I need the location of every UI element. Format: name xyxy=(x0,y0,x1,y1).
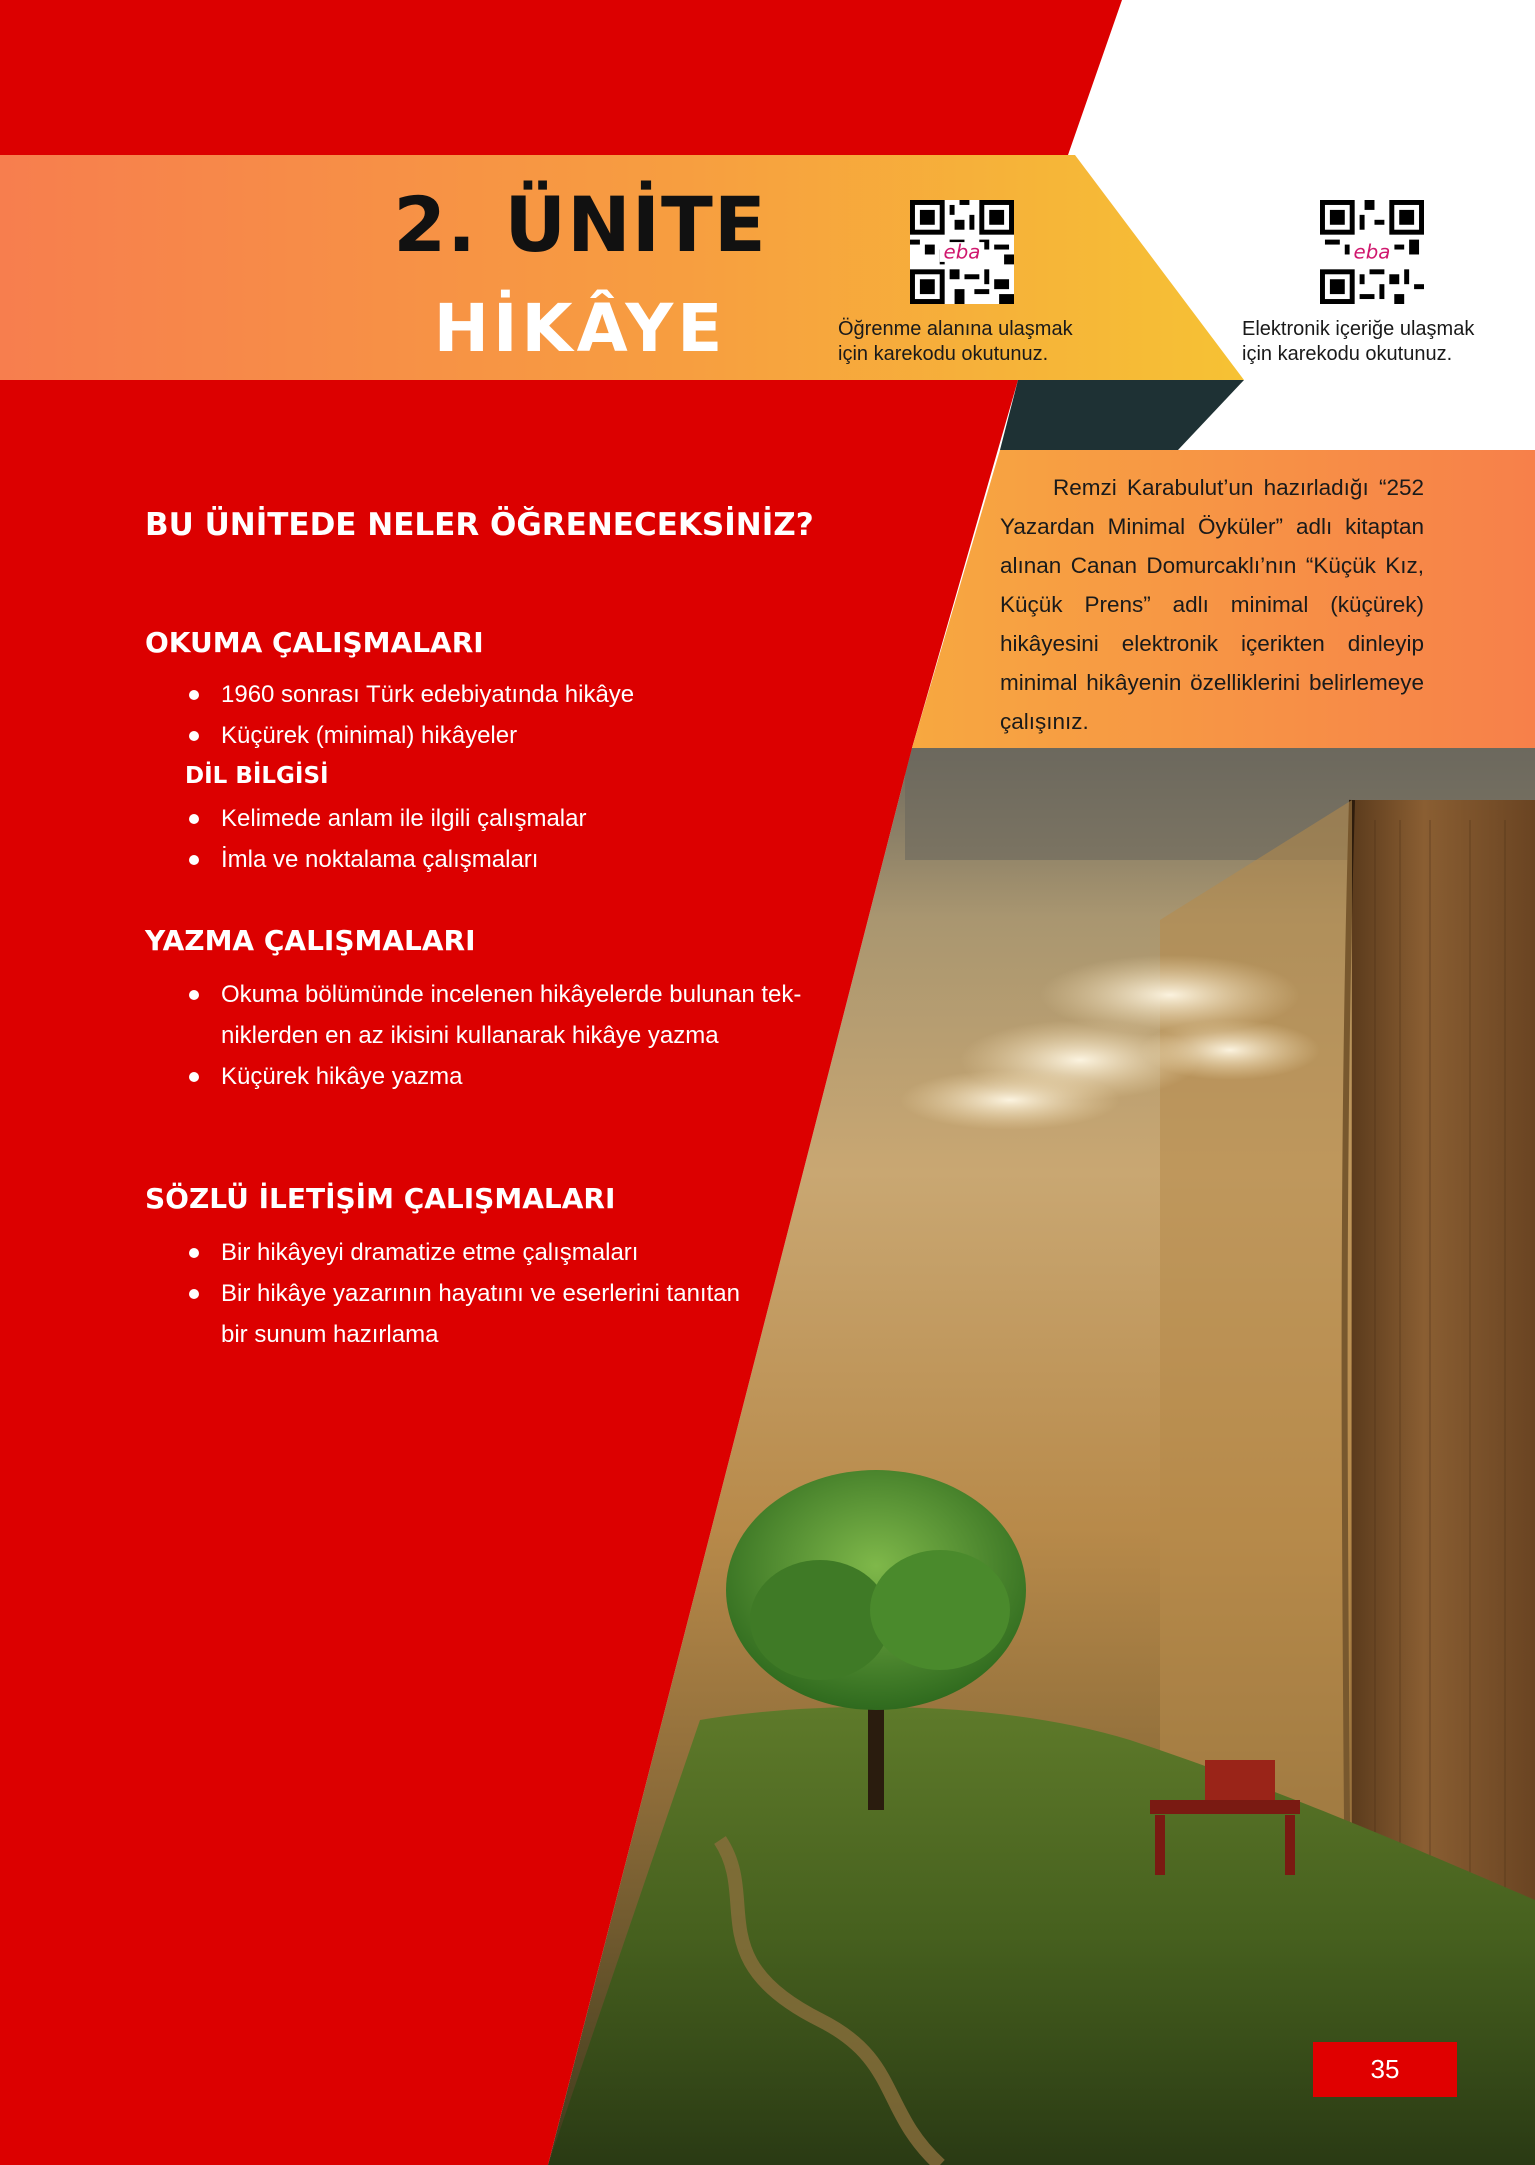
reading-list xyxy=(185,674,634,756)
list-item-text: İmla ve noktalama çalışmaları xyxy=(221,846,539,873)
list-item xyxy=(185,715,634,756)
list-item-text-line1: Bir hikâye yazarının hayatını ve eserlerini tanıtan xyxy=(221,1280,740,1307)
qr-left-caption-line1: Öğrenme alanına ulaşmak xyxy=(838,318,1073,340)
list-item-text-line2: niklerden en az ikisini kullanarak hikâye yazma xyxy=(221,1022,719,1049)
unit-subtitle: HİKÂYE xyxy=(433,290,727,367)
unit-title: 2. ÜNİTE xyxy=(393,180,767,269)
qr-right-caption xyxy=(1242,317,1474,367)
list-item-text: Küçürek (minimal) hikâyeler xyxy=(221,722,518,749)
bullet xyxy=(189,1072,199,1082)
grammar-subsection-title: DİL BİLGİSİ xyxy=(185,763,329,789)
activity-description: Remzi Karabulut’un hazırladığı “252 Yazardan Minimal Öyküler” adlı kitaptan alınan Canan Domurcaklı’nın “Küçük Kız, Küçük Prens” adlı minimal (küçürek) hikâyesini elektronik içerikten dinleyip minimal hikâyenin özelliklerini belirlemeye çalışınız. xyxy=(1000,475,1424,734)
qr-code-electronic-content[interactable] xyxy=(1320,200,1424,304)
qr-left-caption xyxy=(838,317,1073,367)
qr-right-caption-line2: için karekodu okutunuz. xyxy=(1242,343,1453,365)
qr-right-caption-line1: Elektronik içeriğe ulaşmak xyxy=(1242,318,1475,340)
list-item-text: Bir hikâyeyi dramatize etme çalışmaları xyxy=(221,1239,639,1266)
qr-code-learning-area[interactable] xyxy=(910,200,1014,304)
list-item xyxy=(185,974,845,1056)
list-item xyxy=(185,1232,785,1273)
list-item xyxy=(185,1056,845,1097)
list-item-text: Küçürek hikâye yazma xyxy=(221,1063,463,1090)
bullet xyxy=(189,990,199,1000)
writing-list xyxy=(185,974,845,1097)
eba-logo: eba xyxy=(943,240,981,264)
oral-communication-list xyxy=(185,1232,785,1355)
list-item-text-line2: bir sunum hazırlama xyxy=(221,1321,439,1348)
eba-logo: eba xyxy=(1353,240,1391,264)
oral-communication-section-title: SÖZLÜ İLETİŞİM ÇALIŞMALARI xyxy=(145,1182,616,1215)
objectives-heading: BU ÜNİTEDE NELER ÖĞRENECEKSİNİZ? xyxy=(145,507,814,543)
page-number: 35 xyxy=(1313,2042,1457,2097)
list-item xyxy=(185,839,586,880)
list-item xyxy=(185,1273,785,1355)
bullet xyxy=(189,814,199,824)
reading-section-title: OKUMA ÇALIŞMALARI xyxy=(145,626,484,659)
qr-left-caption-line2: için karekodu okutunuz. xyxy=(838,343,1049,365)
bullet xyxy=(189,690,199,700)
grammar-list xyxy=(185,798,586,880)
bullet xyxy=(189,1289,199,1299)
list-item xyxy=(185,798,586,839)
bullet xyxy=(189,1248,199,1258)
list-item xyxy=(185,674,634,715)
list-item-text: Kelimede anlam ile ilgili çalışmalar xyxy=(221,805,587,832)
list-item-text: 1960 sonrası Türk edebiyatında hikâye xyxy=(221,681,635,708)
bullet xyxy=(189,731,199,741)
list-item-text-line1: Okuma bölümünde incelenen hikâyelerde bulunan tek- xyxy=(221,981,802,1008)
writing-section-title: YAZMA ÇALIŞMALARI xyxy=(145,924,476,957)
bullet xyxy=(189,855,199,865)
